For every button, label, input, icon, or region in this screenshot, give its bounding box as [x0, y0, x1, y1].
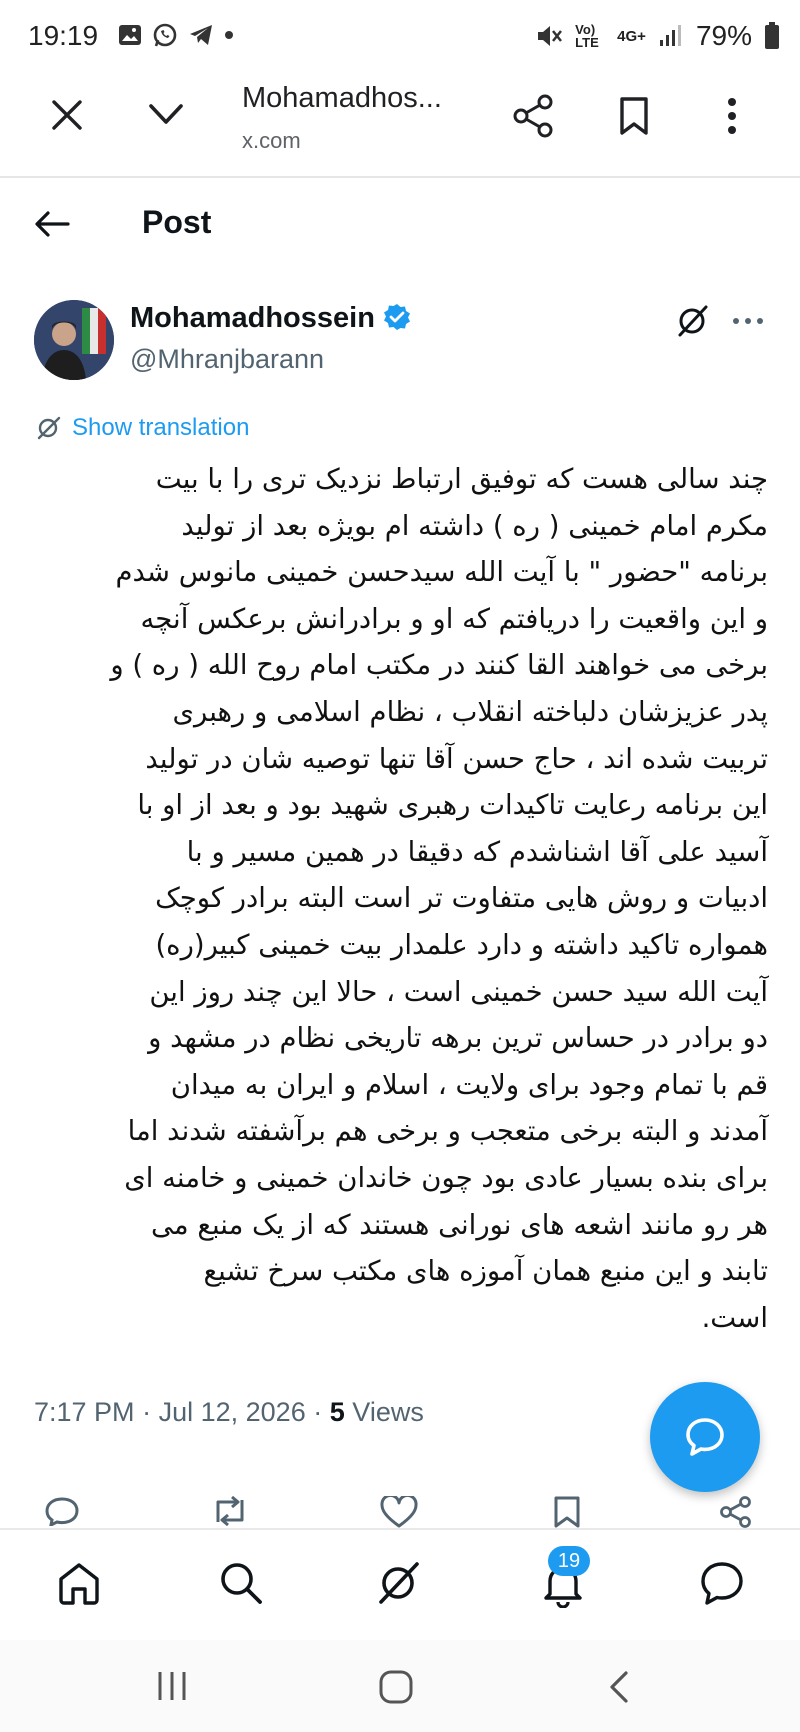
tweet-line: آمدند و البته برخی متعجب و برخی هم برآشفته شدند اما: [127, 1115, 768, 1148]
page-title: Post: [142, 204, 212, 240]
chevron-down-icon[interactable]: [146, 100, 186, 130]
like-icon[interactable]: [380, 1496, 418, 1528]
share-icon[interactable]: [718, 1496, 754, 1528]
reply-icon[interactable]: [44, 1496, 80, 1526]
tweet-line: تابند و این منبع همان آموزه های مکتب سرخ تشیع: [203, 1255, 768, 1288]
bookmark-icon[interactable]: [618, 96, 650, 136]
search-icon[interactable]: [218, 1560, 264, 1606]
grok-icon: [36, 415, 62, 441]
back-arrow-icon[interactable]: [34, 210, 70, 238]
views-label: Views: [352, 1397, 424, 1427]
tweet-line: برنامه "حضور " با آیت الله سیدحسن خمینی مانوس شدم: [115, 556, 768, 589]
tweet-line: این برنامه رعایت تاکیدات رهبری شهید بود و بعد از او با: [137, 789, 768, 822]
status-notification-icons: [118, 22, 234, 48]
tweet-line: دو برادر در حساس ترین برهه تاریخی نظام در مشهد و: [148, 1022, 768, 1055]
bookmark-icon[interactable]: [552, 1496, 582, 1528]
home-button-icon[interactable]: [378, 1670, 414, 1704]
tweet-line: چند سالی هست که توفیق ارتباط نزدیک تری را با بیت: [155, 463, 768, 495]
grok-icon[interactable]: [676, 304, 710, 338]
grok-icon[interactable]: [376, 1560, 422, 1606]
network-4g-label: 4G+: [617, 27, 646, 45]
author-name-text[interactable]: Mohamadhossein: [130, 302, 375, 334]
meta-separator: ·: [142, 1397, 152, 1427]
battery-percentage: 79%: [695, 20, 752, 51]
tweet-text: [42, 456, 768, 1341]
show-translation-button[interactable]: [36, 414, 249, 442]
whatsapp-icon: [152, 22, 178, 48]
gallery-icon: [118, 24, 142, 46]
notifications-badge: 19: [548, 1546, 590, 1576]
tweet-line: همواره تاکید داشته و دارد علمدار بیت خمینی کبیر(ره): [155, 928, 768, 961]
tweet-line: هر رو مانند اشعه های نورانی هستند که از یک منبع می: [150, 1208, 768, 1241]
close-icon[interactable]: [48, 96, 86, 134]
compose-reply-button[interactable]: [650, 1382, 760, 1492]
tweet-line: مکرم امام خمینی ( ره ) داشته ام بویژه بعد از تولید: [181, 509, 768, 542]
verified-badge-icon: [383, 303, 411, 331]
browser-page-title[interactable]: Mohamadhos...: [242, 82, 442, 114]
views-count: 5: [329, 1397, 345, 1427]
back-button-icon[interactable]: [606, 1670, 632, 1704]
messages-icon[interactable]: [698, 1560, 746, 1606]
telegram-icon: [188, 23, 214, 47]
more-horizontal-icon[interactable]: [732, 316, 764, 326]
more-vertical-icon[interactable]: [724, 96, 740, 136]
share-icon[interactable]: [512, 94, 556, 138]
tweet-line: آیت الله سید حسن خمینی است ، حالا این چند روز این: [149, 975, 768, 1008]
meta-separator: ·: [313, 1397, 323, 1427]
author-display-name[interactable]: [130, 302, 411, 335]
chat-bubble-icon: [682, 1414, 728, 1460]
tweet-line: است.: [701, 1301, 768, 1334]
status-time: 19:19: [28, 20, 99, 51]
tweet-line: قم با تمام وجود برای ولایت ، اسلام و ایران به میدان: [170, 1068, 768, 1101]
tweet-line: ادبیات و روش هایی متفاوت تر است البته برادر کوچک: [155, 882, 768, 915]
mute-icon: [535, 23, 563, 49]
tweet-meta: [34, 1397, 424, 1428]
status-system-icons: [535, 20, 780, 52]
battery-icon: [764, 22, 780, 50]
network-vo-label: Vo) LTE: [575, 22, 599, 50]
repost-icon[interactable]: [210, 1496, 250, 1526]
tweet-date[interactable]: Jul 12, 2026: [158, 1397, 306, 1427]
tweet-line: برخی می خواهند القا کنند در مکتب امام روح الله ( ره ) و: [110, 649, 768, 682]
tweet-time[interactable]: 7:17 PM: [34, 1397, 135, 1427]
tweet-line: و این واقعیت را دریافتم که او و برادرانش برعکس آنچه: [140, 602, 768, 635]
show-translation-label[interactable]: Show translation: [72, 414, 250, 441]
recent-apps-icon[interactable]: [154, 1670, 190, 1702]
avatar[interactable]: [34, 300, 114, 380]
tweet-line: تربیت شده اند ، حاج حسن آقا تنها توصیه شان در تولید: [145, 742, 768, 775]
browser-domain[interactable]: x.com: [242, 128, 301, 153]
author-handle[interactable]: @Mhranjbarann: [130, 344, 325, 374]
tweet-line: آسید علی آقا اشناشدم که دقیقا در همین مسیر و با: [186, 835, 768, 868]
signal-icon: [658, 24, 684, 48]
tweet-line: پدر عزیزشان دلباخته انقلاب ، نظام اسلامی و رهبری: [172, 695, 768, 728]
tweet-line: برای بنده بسیار عادی بود چون خاندان خمینی و خامنه ای: [124, 1161, 768, 1194]
home-icon[interactable]: [56, 1560, 102, 1606]
dot-icon: [224, 30, 234, 40]
